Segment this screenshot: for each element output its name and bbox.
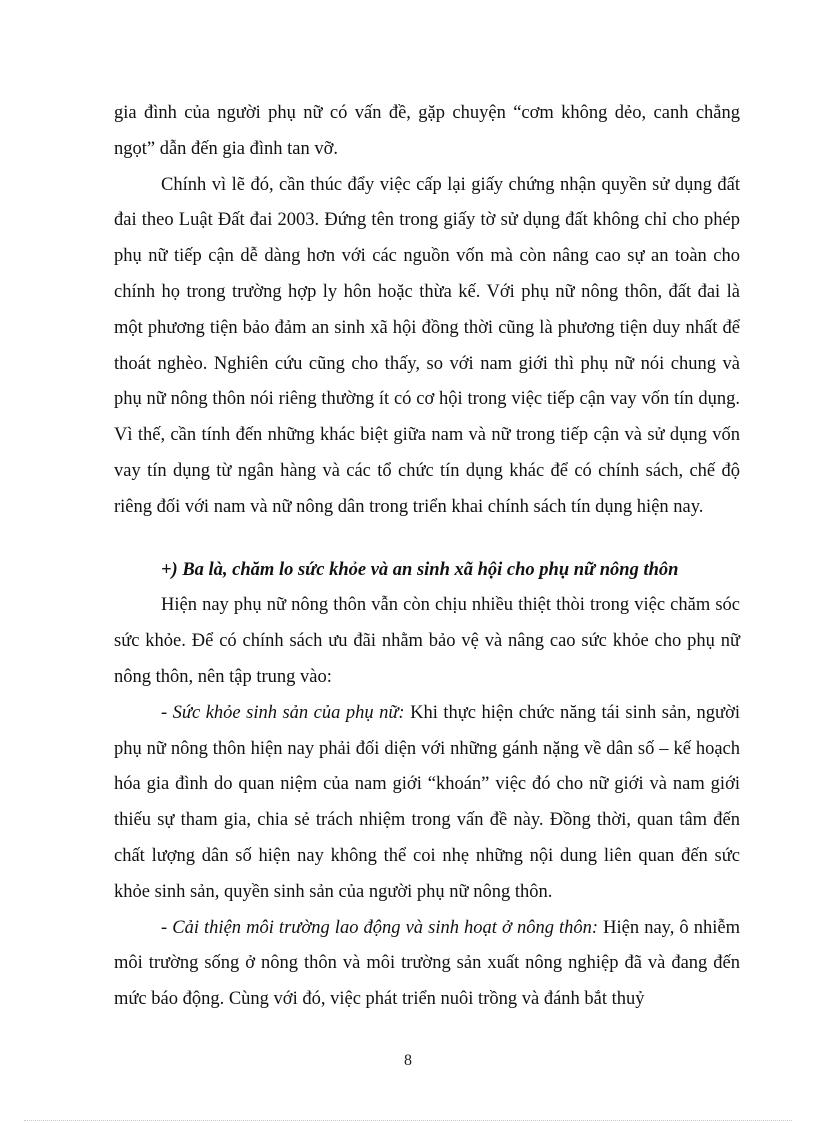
section-heading: +) Ba là, chăm lo sức khỏe và an sinh xã hội cho phụ nữ nông thôn — [161, 559, 679, 580]
environment-lead: - Cải thiện môi trường lao động và sinh hoạt ở nông thôn: — [161, 917, 599, 938]
paragraph-environment — [114, 911, 740, 1018]
paragraph-reproductive-health — [114, 696, 740, 911]
document-body — [114, 96, 740, 1018]
page-bottom-divider — [24, 1120, 792, 1121]
page-number: 8 — [404, 1052, 412, 1069]
paragraph-health-intro: Hiện nay phụ nữ nông thôn vẫn còn chịu nhiều thiệt thòi trong việc chăm sóc sức khỏe. Để có chính sách ưu đãi nhằm bảo vệ và nâng cao sức khỏe cho phụ nữ nông thôn, nên tập trung vào: — [114, 595, 740, 687]
reproductive-health-lead: - Sức khỏe sinh sản của phụ nữ: — [161, 702, 405, 723]
paragraph-continuation: gia đình của người phụ nữ có vấn đề, gặp chuyện “cơm không dẻo, canh chẳng ngọt” dẫn đến gia đình tan vỡ. — [114, 103, 740, 159]
reproductive-health-body: Khi thực hiện chức năng tái sinh sản, người phụ nữ nông thôn hiện nay phải đối diện với những gánh nặng về dân số – kế hoạch hóa gia đình do quan niệm của nam giới “khoán” việc đó cho nữ giới và nam giới thiếu sự tham gia, chia sẻ trách nhiệm trong vấn đề này. Đồng thời, quan tâm đến chất lượng dân số hiện nay không thể coi nhẹ những nội dung liên quan đến sức khỏe sinh sản, quyền sinh sản của người phụ nữ nông thôn. — [114, 702, 740, 902]
environment-body: Hiện nay, ô nhiễm môi trường sống ở nông thôn và môi trường sản xuất nông nghiệp đã và đang đến mức báo động. Cùng với đó, việc phát triển nuôi trồng và đánh bắt thuỷ — [114, 917, 740, 1010]
paragraph-land-rights: Chính vì lẽ đó, cần thúc đẩy việc cấp lại giấy chứng nhận quyền sử dụng đất đai theo Luật Đất đai 2003. Đứng tên trong giấy tờ sử dụng đất không chỉ cho phép phụ nữ tiếp cận dễ dàng hơn với các nguồn vốn mà còn nâng cao sự an toàn cho chính họ trong trường hợp ly hôn hoặc thừa kế. Với phụ nữ nông thôn, đất đai là một phương tiện bảo đảm an sinh xã hội đồng thời cũng là phương tiện duy nhất để thoát nghèo. Nghiên cứu cũng cho thấy, so với nam giới thì phụ nữ nói chung và phụ nữ nông thôn nói riêng thường ít có cơ hội trong việc tiếp cận vay vốn tín dụng. Vì thế, cần tính đến những khác biệt giữa nam và nữ trong tiếp cận và sử dụng vốn vay tín dụng từ ngân hàng và các tổ chức tín dụng khác để có chính sách, chế độ riêng đối với nam và nữ nông dân trong triển khai chính sách tín dụng hiện nay. — [114, 174, 740, 517]
